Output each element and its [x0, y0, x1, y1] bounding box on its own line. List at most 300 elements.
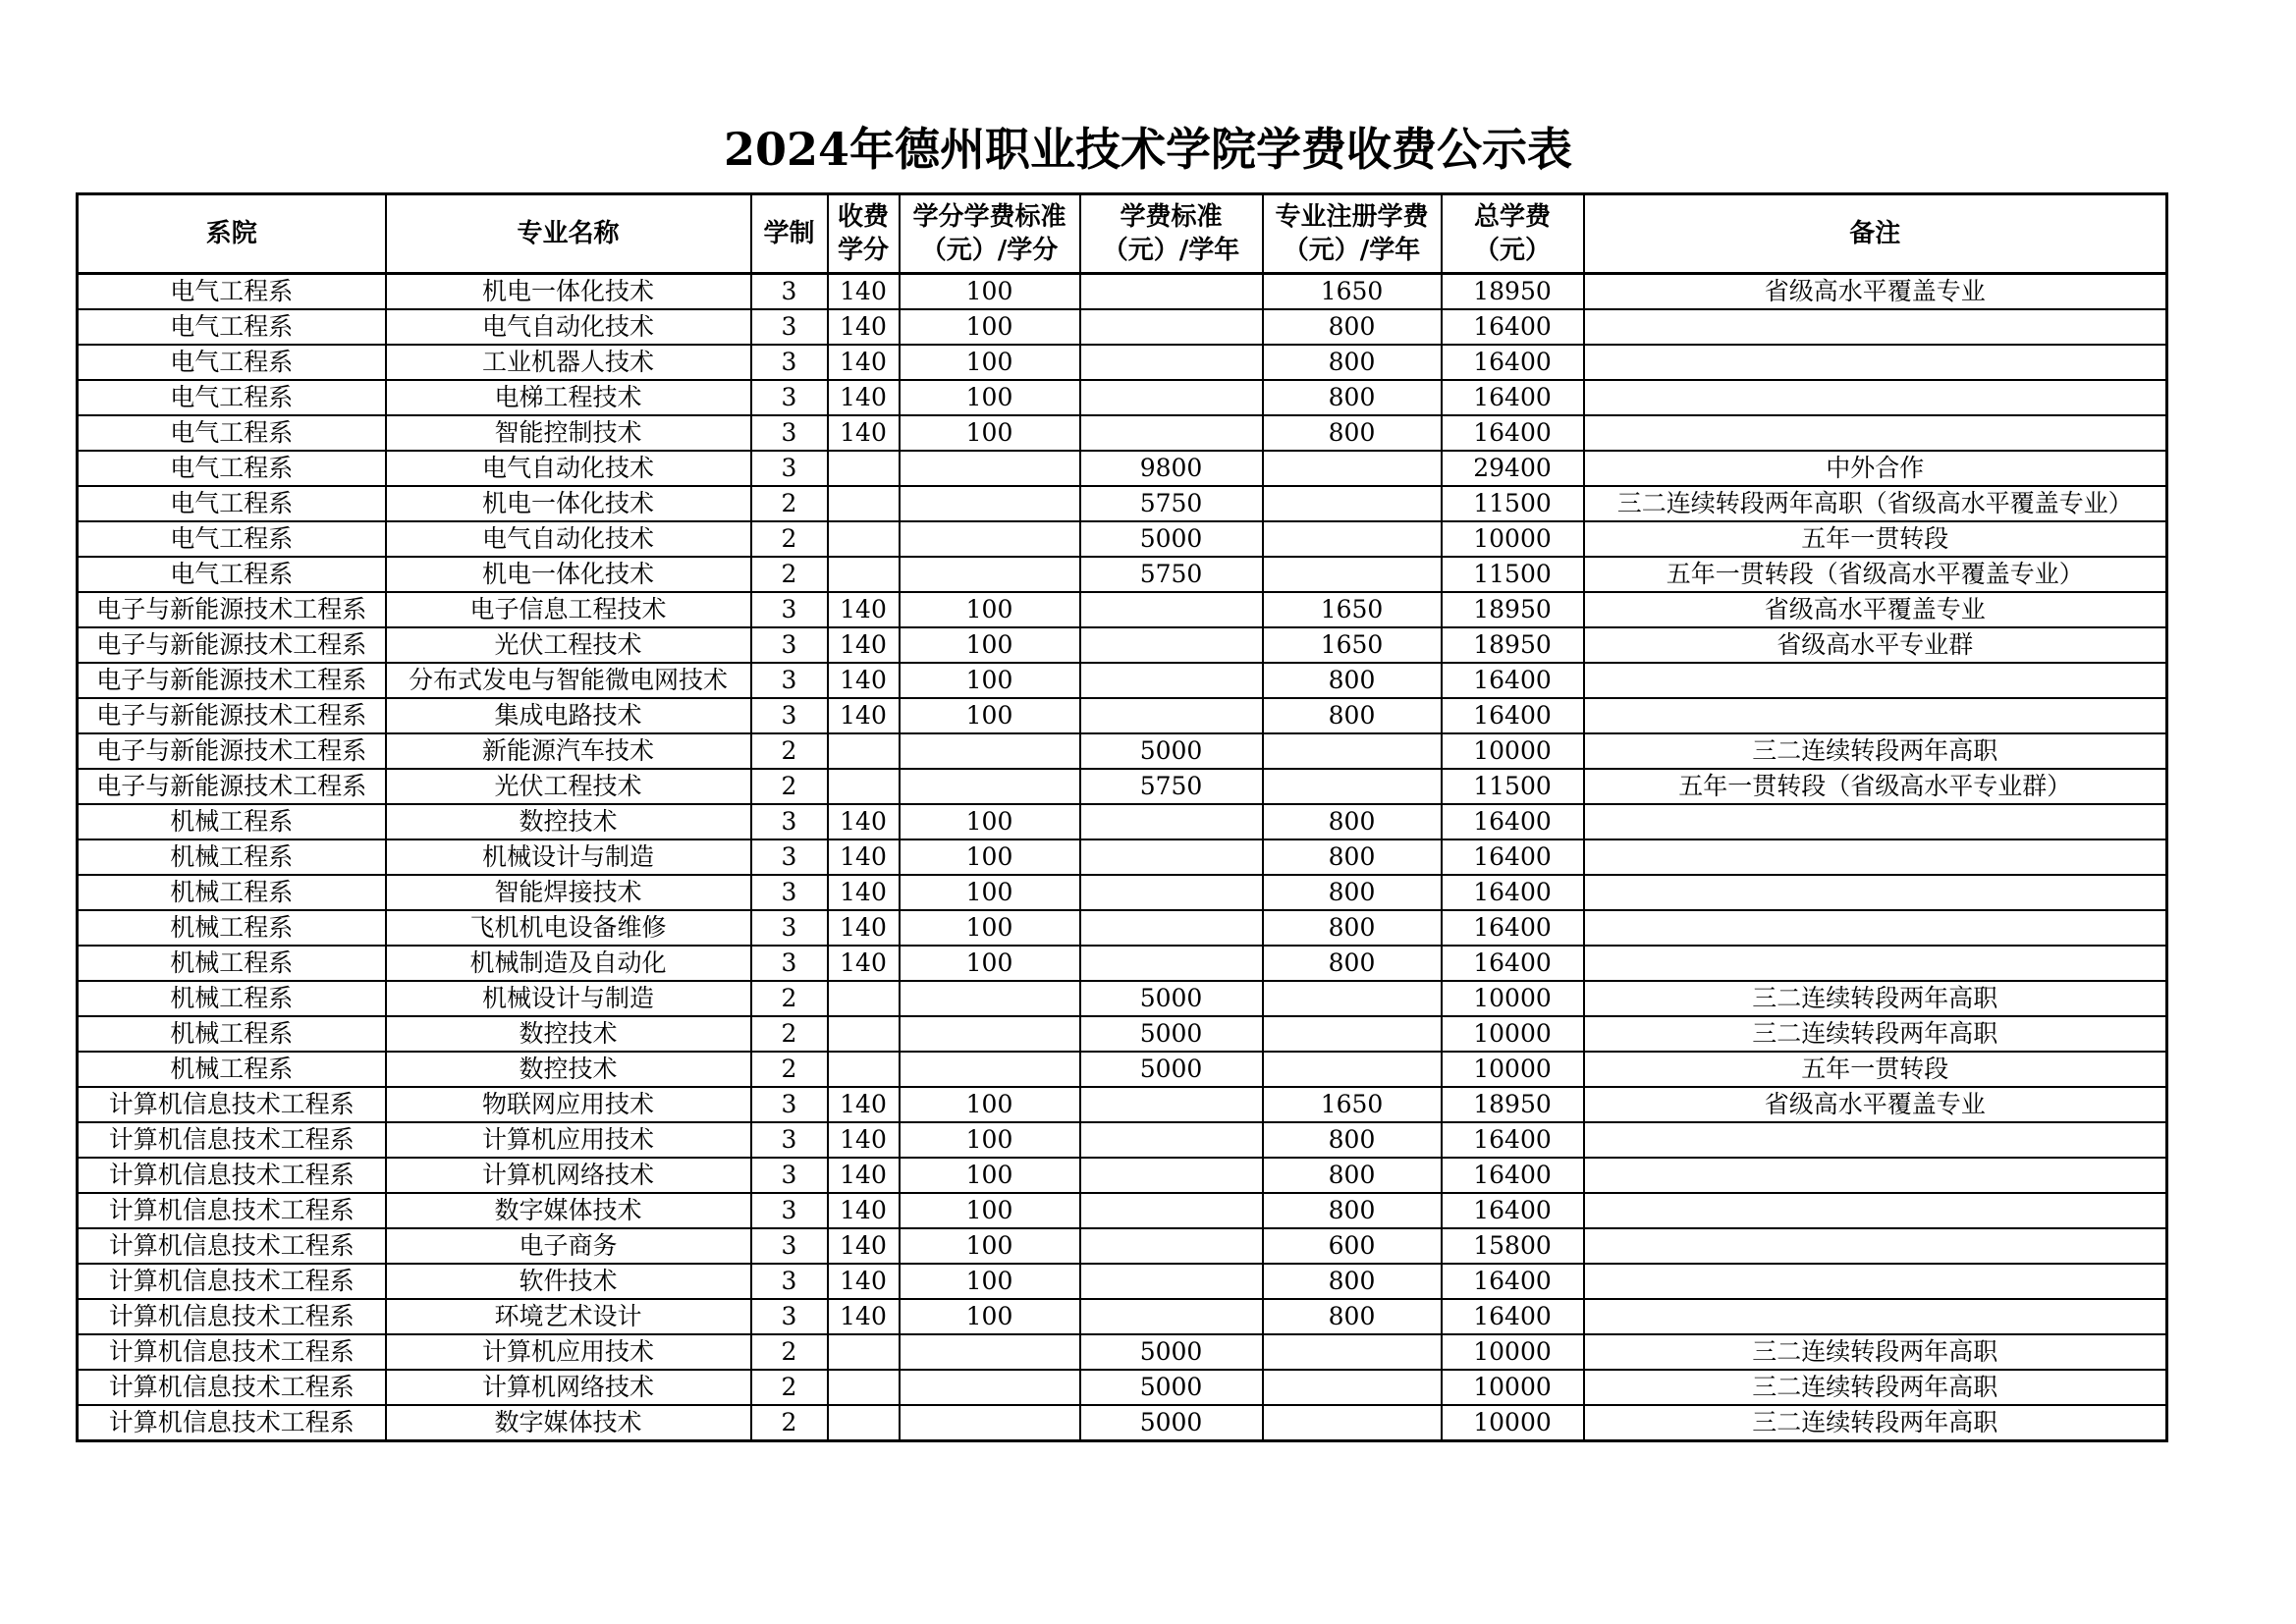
cell-credits	[828, 733, 900, 769]
cell-credits	[828, 486, 900, 521]
cell-dept: 机械工程系	[78, 1052, 386, 1087]
cell-years: 3	[751, 1228, 828, 1264]
cell-tuition: 5000	[1080, 1016, 1263, 1052]
cell-total: 16400	[1442, 1193, 1584, 1228]
cell-total: 29400	[1442, 451, 1584, 486]
cell-dept: 电气工程系	[78, 415, 386, 451]
cell-registration-fee: 800	[1263, 345, 1442, 380]
cell-years: 3	[751, 309, 828, 345]
cell-credit-fee: 100	[900, 1228, 1080, 1264]
cell-years: 2	[751, 1370, 828, 1405]
cell-registration-fee: 800	[1263, 698, 1442, 733]
header-total	[1442, 194, 1584, 274]
table-row	[78, 557, 2167, 592]
cell-total: 16400	[1442, 309, 1584, 345]
cell-dept: 电气工程系	[78, 380, 386, 415]
cell-notes: 省级高水平覆盖专业	[1584, 1087, 2167, 1122]
cell-tuition: 5000	[1080, 981, 1263, 1016]
cell-major: 数字媒体技术	[386, 1193, 751, 1228]
cell-registration-fee	[1263, 1016, 1442, 1052]
cell-major: 计算机应用技术	[386, 1334, 751, 1370]
cell-notes: 三二连续转段两年高职（省级高水平覆盖专业）	[1584, 486, 2167, 521]
header-total-line2: （元）	[1473, 236, 1551, 265]
cell-credit-fee	[900, 733, 1080, 769]
cell-registration-fee: 800	[1263, 839, 1442, 875]
cell-notes	[1584, 663, 2167, 698]
table-row	[78, 981, 2167, 1016]
cell-tuition	[1080, 910, 1263, 946]
cell-years: 2	[751, 1334, 828, 1370]
table-row	[78, 1193, 2167, 1228]
cell-registration-fee	[1263, 1370, 1442, 1405]
cell-major: 新能源汽车技术	[386, 733, 751, 769]
table-row	[78, 875, 2167, 910]
cell-tuition: 5000	[1080, 1370, 1263, 1405]
cell-credits: 140	[828, 1228, 900, 1264]
table-row	[78, 1228, 2167, 1264]
cell-credits	[828, 981, 900, 1016]
cell-major: 数控技术	[386, 804, 751, 839]
cell-credit-fee	[900, 1370, 1080, 1405]
page-title: 2024年德州职业技术学院学费收费公示表	[723, 123, 1573, 176]
table-row	[78, 1122, 2167, 1158]
cell-notes	[1584, 345, 2167, 380]
cell-tuition	[1080, 1228, 1263, 1264]
cell-credit-fee: 100	[900, 415, 1080, 451]
cell-years: 3	[751, 804, 828, 839]
cell-tuition	[1080, 663, 1263, 698]
table-row	[78, 663, 2167, 698]
cell-notes: 五年一贯转段	[1584, 521, 2167, 557]
table-row	[78, 592, 2167, 627]
cell-tuition: 9800	[1080, 451, 1263, 486]
cell-tuition	[1080, 627, 1263, 663]
cell-years: 3	[751, 946, 828, 981]
cell-tuition	[1080, 804, 1263, 839]
cell-tuition	[1080, 839, 1263, 875]
cell-registration-fee	[1263, 981, 1442, 1016]
cell-dept: 机械工程系	[78, 839, 386, 875]
table-row	[78, 415, 2167, 451]
cell-major: 飞机机电设备维修	[386, 910, 751, 946]
cell-major: 智能控制技术	[386, 415, 751, 451]
cell-major: 电子商务	[386, 1228, 751, 1264]
table-row	[78, 380, 2167, 415]
cell-credit-fee: 100	[900, 946, 1080, 981]
cell-registration-fee: 800	[1263, 1193, 1442, 1228]
cell-years: 3	[751, 1158, 828, 1193]
table-row	[78, 1370, 2167, 1405]
cell-notes	[1584, 1264, 2167, 1299]
cell-credit-fee: 100	[900, 1087, 1080, 1122]
header-registration-fee-line2: （元）/学年	[1283, 236, 1421, 265]
table-row	[78, 1158, 2167, 1193]
cell-registration-fee: 800	[1263, 875, 1442, 910]
cell-major: 工业机器人技术	[386, 345, 751, 380]
cell-credit-fee	[900, 981, 1080, 1016]
header-years: 学制	[751, 194, 828, 274]
cell-years: 2	[751, 733, 828, 769]
cell-credit-fee	[900, 1052, 1080, 1087]
cell-notes	[1584, 698, 2167, 733]
cell-notes: 三二连续转段两年高职	[1584, 1016, 2167, 1052]
cell-years: 2	[751, 521, 828, 557]
cell-dept: 计算机信息技术工程系	[78, 1087, 386, 1122]
cell-registration-fee: 800	[1263, 663, 1442, 698]
cell-major: 机电一体化技术	[386, 486, 751, 521]
cell-credit-fee	[900, 769, 1080, 804]
cell-major: 机电一体化技术	[386, 557, 751, 592]
cell-credits: 140	[828, 380, 900, 415]
fee-table-body	[78, 274, 2167, 1441]
cell-total: 16400	[1442, 910, 1584, 946]
cell-credits: 140	[828, 415, 900, 451]
cell-credits: 140	[828, 592, 900, 627]
cell-years: 3	[751, 1299, 828, 1334]
cell-credits	[828, 557, 900, 592]
cell-dept: 电子与新能源技术工程系	[78, 663, 386, 698]
cell-credits: 140	[828, 345, 900, 380]
fee-table	[76, 192, 2168, 1442]
cell-registration-fee	[1263, 769, 1442, 804]
header-registration-fee	[1263, 194, 1442, 274]
cell-total: 16400	[1442, 804, 1584, 839]
cell-credits: 140	[828, 1299, 900, 1334]
cell-credit-fee: 100	[900, 309, 1080, 345]
cell-total: 10000	[1442, 521, 1584, 557]
cell-registration-fee: 1650	[1263, 627, 1442, 663]
cell-registration-fee	[1263, 1334, 1442, 1370]
cell-tuition	[1080, 1299, 1263, 1334]
cell-major: 分布式发电与智能微电网技术	[386, 663, 751, 698]
cell-dept: 电气工程系	[78, 309, 386, 345]
cell-total: 15800	[1442, 1228, 1584, 1264]
table-row	[78, 910, 2167, 946]
cell-credit-fee: 100	[900, 663, 1080, 698]
cell-tuition	[1080, 380, 1263, 415]
cell-total: 10000	[1442, 1334, 1584, 1370]
cell-dept: 电子与新能源技术工程系	[78, 627, 386, 663]
cell-major: 电气自动化技术	[386, 521, 751, 557]
cell-tuition: 5000	[1080, 1052, 1263, 1087]
cell-years: 3	[751, 698, 828, 733]
cell-dept: 计算机信息技术工程系	[78, 1299, 386, 1334]
cell-major: 光伏工程技术	[386, 627, 751, 663]
cell-dept: 电子与新能源技术工程系	[78, 698, 386, 733]
cell-dept: 机械工程系	[78, 804, 386, 839]
cell-notes	[1584, 309, 2167, 345]
cell-credit-fee	[900, 486, 1080, 521]
cell-registration-fee	[1263, 486, 1442, 521]
cell-years: 2	[751, 1405, 828, 1441]
cell-credit-fee: 100	[900, 910, 1080, 946]
cell-credits: 140	[828, 698, 900, 733]
table-row	[78, 309, 2167, 345]
cell-dept: 电子与新能源技术工程系	[78, 733, 386, 769]
cell-credits: 140	[828, 274, 900, 310]
cell-tuition: 5000	[1080, 733, 1263, 769]
cell-total: 16400	[1442, 380, 1584, 415]
cell-major: 光伏工程技术	[386, 769, 751, 804]
table-row	[78, 345, 2167, 380]
cell-total: 10000	[1442, 1405, 1584, 1441]
table-row	[78, 451, 2167, 486]
cell-dept: 机械工程系	[78, 1016, 386, 1052]
cell-total: 16400	[1442, 1158, 1584, 1193]
cell-tuition: 5750	[1080, 769, 1263, 804]
cell-registration-fee: 800	[1263, 910, 1442, 946]
header-credits-line1: 收费	[837, 202, 889, 232]
cell-notes: 三二连续转段两年高职	[1584, 1334, 2167, 1370]
cell-credit-fee: 100	[900, 380, 1080, 415]
table-row	[78, 1016, 2167, 1052]
cell-dept: 计算机信息技术工程系	[78, 1228, 386, 1264]
cell-total: 10000	[1442, 981, 1584, 1016]
cell-notes	[1584, 1193, 2167, 1228]
header-credits	[828, 194, 900, 274]
cell-credit-fee: 100	[900, 274, 1080, 310]
cell-credits	[828, 1334, 900, 1370]
cell-major: 计算机网络技术	[386, 1370, 751, 1405]
cell-registration-fee	[1263, 1052, 1442, 1087]
cell-registration-fee: 800	[1263, 1158, 1442, 1193]
table-row	[78, 1334, 2167, 1370]
cell-credits	[828, 769, 900, 804]
cell-major: 电气自动化技术	[386, 309, 751, 345]
cell-credit-fee: 100	[900, 1264, 1080, 1299]
cell-total: 11500	[1442, 486, 1584, 521]
cell-credit-fee: 100	[900, 875, 1080, 910]
cell-dept: 电子与新能源技术工程系	[78, 769, 386, 804]
cell-years: 3	[751, 380, 828, 415]
cell-credit-fee: 100	[900, 698, 1080, 733]
cell-credits: 140	[828, 839, 900, 875]
cell-registration-fee	[1263, 451, 1442, 486]
cell-notes	[1584, 946, 2167, 981]
cell-dept: 计算机信息技术工程系	[78, 1370, 386, 1405]
cell-credits: 140	[828, 1122, 900, 1158]
table-row	[78, 627, 2167, 663]
cell-dept: 计算机信息技术工程系	[78, 1122, 386, 1158]
cell-registration-fee	[1263, 521, 1442, 557]
cell-major: 计算机网络技术	[386, 1158, 751, 1193]
cell-years: 2	[751, 1016, 828, 1052]
cell-years: 3	[751, 839, 828, 875]
cell-major: 数控技术	[386, 1052, 751, 1087]
cell-notes: 省级高水平覆盖专业	[1584, 592, 2167, 627]
table-row	[78, 1264, 2167, 1299]
cell-registration-fee: 1650	[1263, 1087, 1442, 1122]
header-credit-fee-line2: （元）/学分	[920, 236, 1059, 265]
cell-notes	[1584, 910, 2167, 946]
cell-credits: 140	[828, 1158, 900, 1193]
cell-tuition: 5000	[1080, 521, 1263, 557]
cell-tuition	[1080, 345, 1263, 380]
cell-major: 数字媒体技术	[386, 1405, 751, 1441]
cell-credit-fee	[900, 1334, 1080, 1370]
cell-notes	[1584, 415, 2167, 451]
cell-major: 机械设计与制造	[386, 981, 751, 1016]
cell-dept: 电气工程系	[78, 486, 386, 521]
cell-years: 3	[751, 415, 828, 451]
cell-years: 3	[751, 627, 828, 663]
cell-credits: 140	[828, 1264, 900, 1299]
header-row	[78, 194, 2167, 274]
cell-total: 11500	[1442, 557, 1584, 592]
cell-credit-fee: 100	[900, 1193, 1080, 1228]
cell-years: 3	[751, 1264, 828, 1299]
cell-years: 3	[751, 875, 828, 910]
cell-total: 16400	[1442, 875, 1584, 910]
table-row	[78, 1087, 2167, 1122]
cell-notes: 三二连续转段两年高职	[1584, 1370, 2167, 1405]
cell-notes	[1584, 1228, 2167, 1264]
cell-credit-fee: 100	[900, 345, 1080, 380]
cell-tuition	[1080, 1087, 1263, 1122]
cell-credits	[828, 451, 900, 486]
cell-registration-fee	[1263, 557, 1442, 592]
cell-credits: 140	[828, 910, 900, 946]
cell-tuition	[1080, 1193, 1263, 1228]
table-row	[78, 1405, 2167, 1441]
cell-credits	[828, 1052, 900, 1087]
cell-registration-fee: 800	[1263, 309, 1442, 345]
cell-total: 16400	[1442, 946, 1584, 981]
cell-total: 16400	[1442, 698, 1584, 733]
cell-total: 10000	[1442, 1370, 1584, 1405]
cell-total: 18950	[1442, 592, 1584, 627]
cell-credit-fee: 100	[900, 627, 1080, 663]
cell-credit-fee: 100	[900, 804, 1080, 839]
cell-tuition	[1080, 698, 1263, 733]
cell-total: 10000	[1442, 1016, 1584, 1052]
cell-notes: 三二连续转段两年高职	[1584, 1405, 2167, 1441]
cell-total: 18950	[1442, 627, 1584, 663]
cell-dept: 电气工程系	[78, 274, 386, 310]
cell-credits: 140	[828, 804, 900, 839]
cell-notes	[1584, 804, 2167, 839]
cell-notes: 中外合作	[1584, 451, 2167, 486]
cell-major: 环境艺术设计	[386, 1299, 751, 1334]
cell-years: 2	[751, 981, 828, 1016]
cell-total: 16400	[1442, 1122, 1584, 1158]
cell-notes	[1584, 1299, 2167, 1334]
cell-major: 软件技术	[386, 1264, 751, 1299]
cell-major: 电梯工程技术	[386, 380, 751, 415]
cell-dept: 电气工程系	[78, 451, 386, 486]
cell-years: 3	[751, 1193, 828, 1228]
cell-years: 3	[751, 663, 828, 698]
cell-dept: 机械工程系	[78, 910, 386, 946]
cell-registration-fee: 600	[1263, 1228, 1442, 1264]
cell-registration-fee: 800	[1263, 415, 1442, 451]
cell-notes: 五年一贯转段（省级高水平专业群）	[1584, 769, 2167, 804]
cell-major: 数控技术	[386, 1016, 751, 1052]
cell-notes: 五年一贯转段（省级高水平覆盖专业）	[1584, 557, 2167, 592]
header-tuition-line1: 学费标准	[1120, 202, 1223, 232]
table-row	[78, 698, 2167, 733]
cell-years: 3	[751, 592, 828, 627]
cell-years: 3	[751, 910, 828, 946]
cell-credits	[828, 1016, 900, 1052]
cell-dept: 计算机信息技术工程系	[78, 1405, 386, 1441]
cell-registration-fee: 800	[1263, 804, 1442, 839]
table-row	[78, 521, 2167, 557]
table-row	[78, 804, 2167, 839]
cell-notes	[1584, 1122, 2167, 1158]
table-row	[78, 274, 2167, 310]
cell-credit-fee: 100	[900, 1299, 1080, 1334]
header-dept: 系院	[78, 194, 386, 274]
cell-total: 16400	[1442, 1264, 1584, 1299]
cell-credits: 140	[828, 1087, 900, 1122]
header-tuition-line2: （元）/学年	[1102, 236, 1240, 265]
cell-registration-fee: 800	[1263, 946, 1442, 981]
cell-dept: 电气工程系	[78, 557, 386, 592]
table-row	[78, 769, 2167, 804]
cell-notes: 三二连续转段两年高职	[1584, 981, 2167, 1016]
header-credits-line2: 学分	[837, 236, 889, 265]
header-credit-fee	[900, 194, 1080, 274]
cell-major: 机械制造及自动化	[386, 946, 751, 981]
cell-credits: 140	[828, 1193, 900, 1228]
cell-tuition	[1080, 274, 1263, 310]
cell-registration-fee	[1263, 1405, 1442, 1441]
table-row	[78, 839, 2167, 875]
cell-notes: 三二连续转段两年高职	[1584, 733, 2167, 769]
cell-tuition	[1080, 1158, 1263, 1193]
header-credit-fee-line1: 学分学费标准	[912, 202, 1066, 232]
cell-major: 物联网应用技术	[386, 1087, 751, 1122]
cell-dept: 计算机信息技术工程系	[78, 1193, 386, 1228]
cell-tuition	[1080, 875, 1263, 910]
cell-credit-fee	[900, 557, 1080, 592]
cell-credits	[828, 1405, 900, 1441]
cell-dept: 电气工程系	[78, 521, 386, 557]
table-row	[78, 1299, 2167, 1334]
cell-total: 16400	[1442, 663, 1584, 698]
cell-total: 16400	[1442, 839, 1584, 875]
cell-credits	[828, 1370, 900, 1405]
cell-notes: 省级高水平覆盖专业	[1584, 274, 2167, 310]
cell-tuition	[1080, 592, 1263, 627]
cell-registration-fee: 1650	[1263, 592, 1442, 627]
cell-years: 3	[751, 345, 828, 380]
cell-credit-fee: 100	[900, 1158, 1080, 1193]
cell-dept: 计算机信息技术工程系	[78, 1264, 386, 1299]
cell-years: 3	[751, 451, 828, 486]
cell-credits: 140	[828, 627, 900, 663]
cell-major: 电子信息工程技术	[386, 592, 751, 627]
cell-notes	[1584, 1158, 2167, 1193]
cell-major: 机电一体化技术	[386, 274, 751, 310]
cell-notes: 省级高水平专业群	[1584, 627, 2167, 663]
cell-total: 16400	[1442, 415, 1584, 451]
cell-credit-fee	[900, 451, 1080, 486]
cell-credit-fee	[900, 1016, 1080, 1052]
cell-years: 2	[751, 486, 828, 521]
cell-registration-fee	[1263, 733, 1442, 769]
cell-credits: 140	[828, 875, 900, 910]
cell-years: 2	[751, 557, 828, 592]
cell-total: 16400	[1442, 1299, 1584, 1334]
cell-tuition: 5000	[1080, 1405, 1263, 1441]
cell-registration-fee: 800	[1263, 380, 1442, 415]
cell-major: 机械设计与制造	[386, 839, 751, 875]
cell-registration-fee: 1650	[1263, 274, 1442, 310]
table-row	[78, 733, 2167, 769]
cell-major: 电气自动化技术	[386, 451, 751, 486]
